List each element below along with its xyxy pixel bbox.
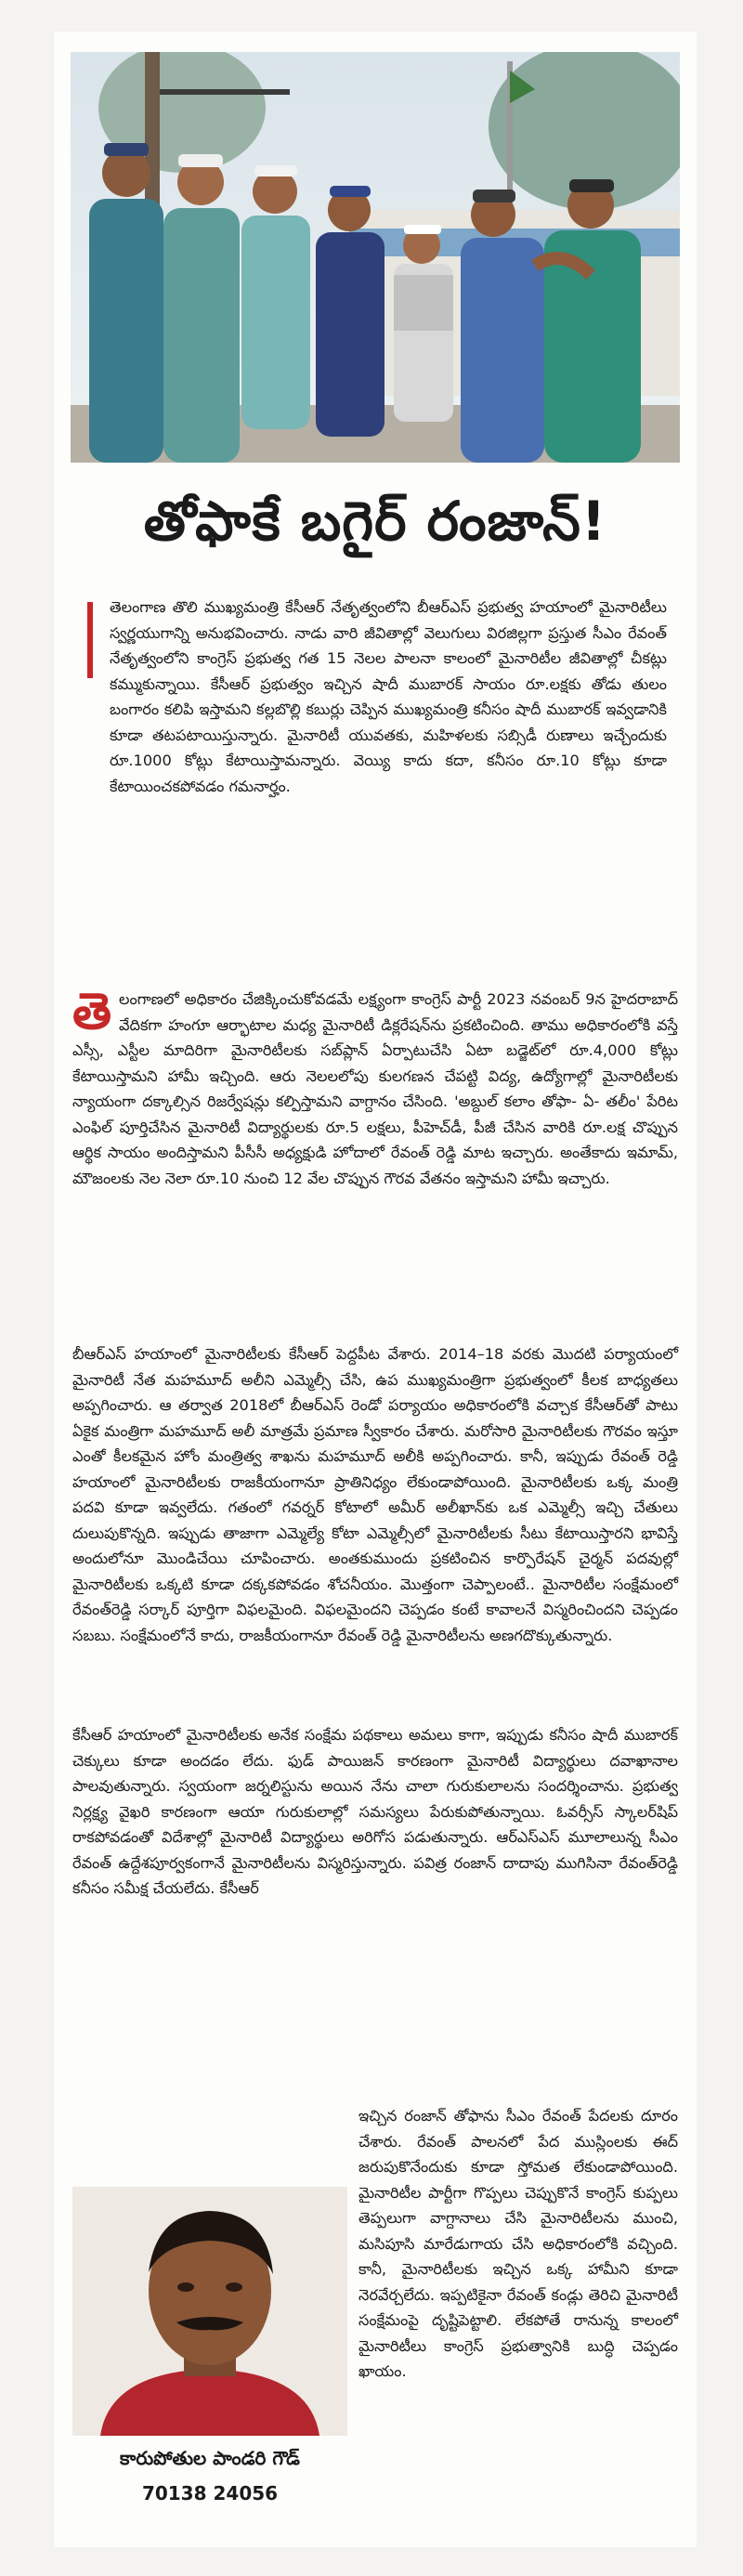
author-name: కారుపోతుల పాండరి గౌడ్	[120, 2447, 300, 2469]
paragraph-1	[72, 982, 678, 1191]
headline: తోఫాకే బగైర్ రంజాన్!	[143, 490, 607, 553]
author-portrait	[72, 2187, 347, 2436]
author-phone: 70138 24056	[141, 2482, 279, 2504]
paragraph-4	[358, 2103, 678, 2385]
author-photo	[72, 2187, 347, 2436]
eid-greeting-photo	[71, 52, 680, 463]
intro-paragraph	[110, 595, 667, 799]
paragraph-4-text: ఇచ్చిన రంజాన్ తోఫాను సీఎం రేవంత్ పేదలకు దూరం చేశారు. రేవంత్ పాలనలో పేద ముస్లింలకు ఈద్ జరుపుకొనేందుకు కూడా స్తోమత లేకుండాపోయింది. మైనారిటీల పార్టీగా గొప్పలు చెప్పుకొనే కాంగ్రెస్ కుప్పలు తెప్పలుగా వాగ్దానాలు చేసి మైనారిటీలను ముంచి, మసిపూసి మారేడుగాయ చేసి అధికారంలోకి వచ్చింది. కానీ, మైనారిటీలకు ఇచ్చిన ఒక్క హామీని కూడా నెరవేర్చలేదు. ఇప్పటికైనా రేవంత్ కండ్లు తెరిచి మైనారిటీ సంక్షేమంపై దృష్టిపెట్టాలి. లేకపోతే రానున్న కాలంలో మైనారిటీలు కాంగ్రెస్ ప్రభుత్వానికి బుద్ధి చెప్పడం ఖాయం.	[358, 2107, 678, 2380]
dropcap: తె	[72, 982, 112, 1040]
paragraph-3	[72, 1722, 678, 1902]
intro-text: తెలంగాణ తొలి ముఖ్యమంత్రి కేసీఆర్ నేతృత్వంలోని బీఆర్ఎస్ ప్రభుత్వ హయాంలో మైనారిటీలు స్వర్ణయుగాన్ని అనుభవించారు. నాడు వారి జీవితాల్లో వెలుగులు విరజిల్లగా ప్రస్తుత సీఎం రేవంత్ నేతృత్వంలోని కాంగ్రెస్ ప్రభుత్వ గత 15 నెలల పాలనా కాలంలో మైనారిటీల జీవితాల్లో చీకట్లు కమ్ముకున్నాయి. కేసీఆర్ ప్రభుత్వం ఇచ్చిన షాదీ ముబారక్ సాయం రూ.లక్షకు తోడు తులం బంగారం కలిపి ఇస్తామని కల్లబొల్లి కబుర్లు చెప్పిన ముఖ్యమంత్రి కనీసం షాదీ ముబారక్ ఇవ్వడానికి కూడా తటపటాయిస్తున్నారు. మైనారిటీ యువతకు, మహిళలకు సబ్సిడీ రుణాలు ఇచ్చేందుకు రూ.1000 కోట్లు కేటాయిస్తామన్నారు. వెయ్యి కాదు కదా, కనీసం రూ.10 కోట్లు కూడా కేటాయించకపోవడం గమనార్హం.	[110, 598, 667, 795]
paragraph-2	[72, 1341, 678, 1648]
paragraph-3-text: కేసీఆర్ హయాంలో మైనారిటీలకు అనేక సంక్షేమ పథకాలు అమలు కాగా, ఇప్పుడు కనీసం షాదీ ముబారక్ చెక్కులు కూడా అందడం లేదు. ఫుడ్ పాయిజన్ కారణంగా మైనారిటీ విద్యార్థులు దవాఖానాల పాలవుతున్నారు. స్వయంగా జర్నలిస్టును అయిన నేను చాలా గురుకులాలను సందర్శించాను. ప్రభుత్వ నిర్లక్ష్య వైఖరి కారణంగా ఆయా గురుకులాల్లో సమస్యలు పేరుకుపోతున్నాయి. ఓవర్సీస్ స్కాలర్‌షిప్ రాకపోవడంతో విదేశాల్లో మైనారిటీ విద్యార్థులు అరిగోస పడుతున్నారు. ఆర్ఎస్ఎస్ మూలాలున్న సీఎం రేవంత్ ఉద్దేశపూర్వకంగానే మైనారిటీలను విస్మరిస్తున్నారు. పవిత్ర రంజాన్ దాదాపు ముగిసినా రేవంత్‌రెడ్డి కనీసం సమీక్ష చేయలేదు. కేసీఆర్	[72, 1726, 678, 1897]
paragraph-1-text: లంగాణలో అధికారం చేజిక్కించుకోవడమే లక్ష్యంగా కాంగ్రెస్ పార్టీ 2023 నవంబర్ 9న హైదరాబాద్ వేదికగా హంగూ ఆర్భాటాల మధ్య మైనారిటీ డిక్లరేషన్‌ను ప్రకటించింది. తాము అధికారంలోకి వస్తే ఎస్సీ, ఎస్టీల మాదిరిగా మైనారిటీలకు సబ్‌ప్లాన్ ఏర్పాటుచేసి ఏటా బడ్జెట్‌లో రూ.4,000 కోట్లు కేటాయిస్తామని హామీ ఇచ్చింది. ఆరు నెలలలోపు కులగణన చేపట్టి విద్య, ఉద్యోగాల్లో మైనారిటీలకు న్యాయంగా దక్కాల్సిన రిజర్వేషన్లు కల్పిస్తామని వాగ్దానం చేసింది. 'అబ్దుల్ కలాం తోఫా- ఏ- తలీం' పేరిట ఎంఫిల్ పూర్తిచేసిన మైనారిటీ విద్యార్థులకు రూ.5 లక్షలు, పీహెచ్‌డీ, పీజీ చేసిన వారికి రూ.లక్ష చొప్పున ఆర్థిక సాయం అందిస్తామని పీసీసీ అధ్యక్షుడి హోదాలో రేవంత్ రెడ్డి మాట ఇచ్చారు. అంతేకాదు ఇమామ్, మౌజంలకు నెల నెలా రూ.10 నుంచి 12 వేల చొప్పున గౌరవ వేతనం ఇస్తామని హామీ ఇచ్చారు.	[72, 990, 678, 1187]
intro-accent-bar	[87, 602, 93, 678]
paragraph-2-text: బీఆర్ఎస్ హయాంలో మైనారిటీలకు కేసీఆర్ పెద్దపీట వేశారు. 2014–18 వరకు మొదటి పర్యాయంలో మైనారిటీ నేత మహమూద్ అలీని ఎమ్మెల్సీ చేసి, ఉప ముఖ్యమంత్రిగా ప్రభుత్వంలో కీలక బాధ్యతలు అప్పగించారు. ఆ తర్వాత 2018లో బీఆర్ఎస్ రెండో పర్యాయం అధికారంలోకి వచ్చాక కేసీఆర్‌తో పాటు ఏకైక మంత్రిగా మహమూద్ అలీ మాత్రమే ప్రమాణ స్వీకారం చేశారు. మరోసారి మైనారిటీలకు గౌరవం ఇస్తూ ఎంతో కీలకమైన హోం మంత్రిత్వ శాఖను మహమూద్ అలీకి అప్పగించారు. కానీ, ఇప్పుడు రేవంత్ రెడ్డి హయాంలో మైనారిటీలకు రాజకీయంగానూ ప్రాతినిధ్యం లేకుండాపోయింది. మైనారిటీలకు ఒక్క మంత్రి పదవి కూడా ఇవ్వలేదు. గతంలో గవర్నర్ కోటాలో అమీర్ అలీఖాన్‌కు ఒక ఎమ్మెల్సీ ఇచ్చి చేతులు దులుపుకొన్నది. ఇప్పుడు తాజాగా ఎమ్మెల్యే కోటా ఎమ్మెల్సీలో మైనారిటీలకు సీటు కేటాయిస్తారని భావిస్తే అందులోనూ మొండిచేయి చూపించారు. అంతకుముందు ప్రకటించిన కార్పొరేషన్ చైర్మన్ పదవుల్లో మైనారిటీలకు ఒక్కటి కూడా దక్కకపోవడం శోచనీయం. మొత్తంగా చెప్పాలంటే.. మైనారిటీల సంక్షేమంలో రేవంత్‌రెడ్డి సర్కార్ పూర్తిగా విఫలమైంది. విఫలమైందని చెప్పడం కంటే కావాలనే విస్మరించిందని చెప్పడం సబబు. సంక్షేమంలోనే కాదు, రాజకీయంగానూ రేవంత్ రెడ్డి మైనారిటీలను అణగదొక్కుతున్నారు.	[72, 1345, 678, 1644]
article-photo	[71, 52, 680, 463]
newspaper-page	[54, 32, 697, 2547]
